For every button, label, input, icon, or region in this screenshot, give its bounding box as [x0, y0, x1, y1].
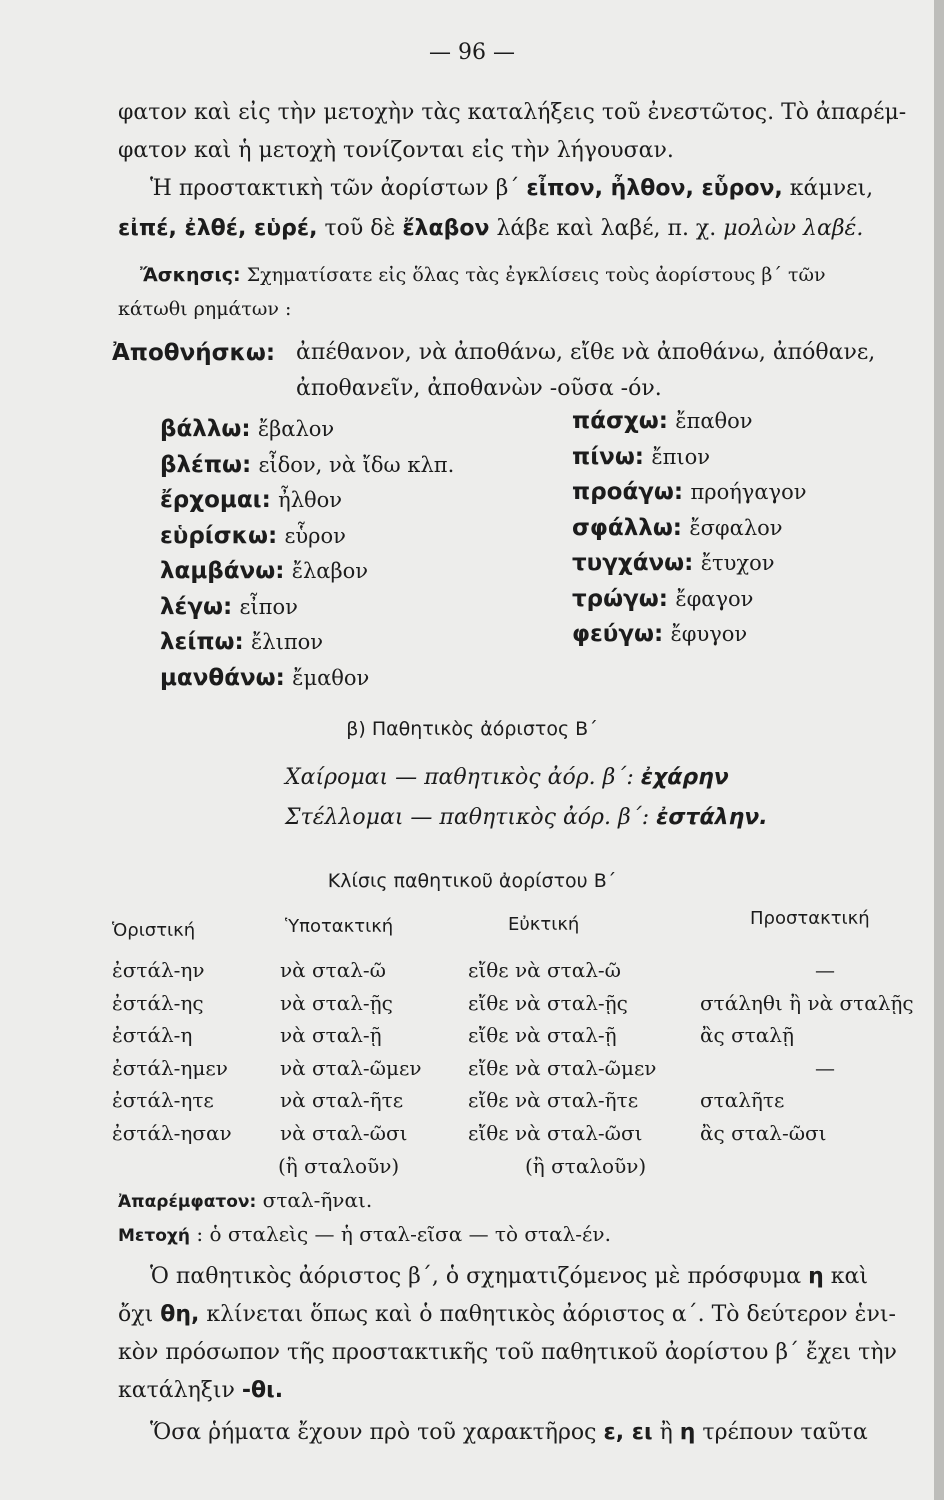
example-verb-line-1	[112, 340, 275, 366]
verb-entry	[160, 452, 454, 478]
closing-2-text: κλίνεται ὅπως καὶ ὁ παθητικὸς ἀόριστος α΄. Τὸ δεύτερον ἑνι-	[199, 1302, 896, 1327]
verb-entry	[572, 621, 747, 647]
exercise-line-2: κάτωθι ρημάτων :	[118, 298, 292, 320]
verb-aorist: ἔμαθον	[292, 665, 370, 690]
verb-lemma: ἔρχομαι:	[160, 487, 271, 513]
verb-lemma: σφάλλω:	[572, 514, 683, 541]
verb-aorist: προήγαγον	[690, 480, 807, 504]
intro-line-4	[118, 216, 863, 241]
verb-lemma: εὑρίσκω:	[160, 522, 278, 549]
verb-lemma: λέγω:	[160, 593, 233, 620]
verb-aorist: ἔβαλον	[257, 417, 335, 441]
infinitive-label: Ἀπαρέμφατον:	[118, 1192, 257, 1212]
closing-2-thi: θη,	[160, 1302, 200, 1327]
verb-entry	[160, 523, 346, 549]
infinitive-line	[118, 1188, 372, 1212]
example-verb: Ἀποθνήσκω:	[112, 340, 276, 366]
molon-lave-italic: μολὼν λαβέ.	[723, 216, 864, 241]
imperative-cell: στάληθι ἢ νὰ σταλῇς	[700, 990, 914, 1015]
subjunctive-cell: νὰ σταλ-ῶμεν	[280, 1055, 422, 1080]
verb-entry	[572, 408, 753, 434]
verb-aorist: ἔσφαλον	[689, 515, 783, 540]
verb-aorist: ἔλαβον	[291, 559, 369, 583]
verb-aorist: ἦλθον	[278, 488, 343, 512]
closing-line-2	[118, 1302, 896, 1327]
indicative-cell: ἐστάλ-ησαν	[112, 1120, 232, 1145]
indicative-cell: ἐστάλ-ημεν	[112, 1055, 228, 1080]
verb-lemma: φεύγω:	[572, 621, 664, 647]
page-edge-shadow	[934, 0, 944, 1500]
verb-entry	[572, 444, 710, 470]
elavon-bold: ἔλαβον	[402, 216, 490, 241]
intro-line-3-text: Ἡ προστακτικὴ τῶν ἀορίστων β΄	[150, 176, 527, 201]
example-forms-1: ἀπέθανον, νὰ ἀποθάνω, εἴθε νὰ ἀποθάνω, ἀπόθανε,	[296, 340, 876, 365]
exercise-text-1: Σχηματίσατε εἰς ὅλας τὰς ἐγκλίσεις τοὺς ἀορίστους β΄ τῶν	[240, 264, 826, 286]
optative-cell: εἴθε νὰ σταλ-ῇς	[468, 990, 628, 1015]
page-number: — 96 —	[429, 40, 515, 65]
intro-line-4-mid: λάβε καὶ λαβέ, π. χ.	[489, 216, 724, 241]
example-2-text: Στέλλομαι — παθητικὸς ἀόρ. β΄:	[285, 805, 657, 830]
optative-cell: εἴθε νὰ σταλ-ῆτε	[468, 1088, 639, 1112]
imperative-cell: σταλῆτε	[700, 1088, 785, 1112]
closing-2-start: ὄχι	[118, 1302, 161, 1327]
closing-4-ending: -θι.	[241, 1378, 284, 1403]
intro-line-3	[150, 176, 873, 201]
subjunctive-cell: νὰ σταλ-ῆτε	[280, 1088, 404, 1112]
indicative-cell: ἐστάλ-ης	[112, 990, 204, 1015]
verb-entry	[572, 479, 807, 505]
closing-line-4	[118, 1378, 283, 1403]
closing-5-end: τρέπουν ταῦτα	[695, 1420, 868, 1445]
optative-cell: εἴθε νὰ σταλ-ῶμεν	[468, 1055, 657, 1080]
header-imperative: Προστακτική	[750, 908, 870, 929]
alt-optative: (ἢ σταλοῦν)	[525, 1154, 647, 1178]
imperative-cell: ἂς σταλ-ῶσι	[700, 1120, 827, 1145]
closing-line-3: κὸν πρόσωπον τῆς προστακτικῆς τοῦ παθητικοῦ ἀορίστου β΄ ἔχει τὴν	[118, 1340, 897, 1365]
optative-cell: εἴθε νὰ σταλ-ῶσι	[468, 1120, 643, 1145]
subjunctive-cell: νὰ σταλ-ῶσι	[280, 1120, 408, 1145]
verb-aorist: ἔφυγον	[670, 622, 748, 646]
exercise-line-1	[140, 264, 826, 286]
header-indicative: Ὁριστική	[112, 920, 196, 941]
header-optative: Εὐκτική	[508, 914, 580, 935]
example-2-form: ἐστάλην.	[656, 805, 768, 830]
imperative-cell: —	[815, 1055, 835, 1080]
section-b-heading: β) Παθητικὸς ἀόριστος Β΄	[346, 718, 598, 740]
verb-entry	[160, 594, 298, 620]
subjunctive-cell: νὰ σταλ-ῇς	[280, 990, 393, 1015]
closing-line-5	[150, 1420, 868, 1445]
verb-aorist: εἶδον, νὰ ἴδω κλπ.	[258, 452, 455, 477]
verb-lemma: προάγω:	[572, 479, 684, 505]
imperative-cell: —	[815, 958, 835, 982]
verb-lemma: λείπω:	[160, 629, 244, 655]
indicative-cell: ἐστάλ-ητε	[112, 1088, 214, 1112]
verb-entry	[572, 550, 774, 576]
closing-1-eta: η	[808, 1264, 824, 1289]
verb-aorist: ἔπαθον	[675, 409, 753, 433]
verb-entry	[160, 487, 342, 513]
optative-cell: εἴθε νὰ σταλ-ῇ	[468, 1023, 617, 1047]
verb-aorist: εὗρον	[284, 523, 346, 548]
verb-entry	[160, 416, 334, 442]
closing-1-text: Ὁ παθητικὸς ἀόριστος β΄, ὁ σχηματιζόμενος μὲ πρόσφυμα	[150, 1264, 809, 1289]
verb-entry	[160, 629, 323, 655]
participle-line	[118, 1222, 611, 1246]
closing-4-text: κατάληξιν	[118, 1378, 242, 1403]
closing-5-or: ἢ	[652, 1420, 680, 1445]
participle-label: Μετοχή	[118, 1226, 190, 1246]
section-b-example-2	[285, 805, 768, 830]
participle-form: : ὁ σταλεὶς — ἡ σταλ-εῖσα — τὸ σταλ-έν.	[189, 1222, 611, 1246]
example-1-text: Χαίρομαι — παθητικὸς ἀόρ. β΄:	[285, 765, 641, 790]
indicative-cell: ἐστάλ-η	[112, 1023, 193, 1047]
verb-entry	[160, 558, 368, 584]
infinitive-form: σταλ-ῆναι.	[256, 1188, 373, 1212]
verb-entry	[572, 515, 783, 541]
optative-cell: εἴθε νὰ σταλ-ῶ	[468, 958, 621, 982]
verb-lemma: μανθάνω:	[160, 664, 285, 691]
intro-line-2: φατον καὶ ἡ μετοχὴ τονίζονται εἰς τὴν λήγουσαν.	[118, 138, 674, 163]
verb-lemma: βλέπω:	[160, 451, 252, 478]
alt-subjunctive: (ἢ σταλοῦν)	[278, 1154, 400, 1178]
imperative-cell: ἂς σταλῇ	[700, 1023, 794, 1047]
verb-aorist: ἔτυχον	[700, 551, 775, 575]
subjunctive-cell: νὰ σταλ-ῶ	[280, 958, 386, 982]
indicative-cell: ἐστάλ-ην	[112, 958, 205, 982]
subjunctive-cell: νὰ σταλ-ῇ	[280, 1023, 382, 1047]
section-b-example-1	[285, 765, 729, 790]
verb-lemma: βάλλω:	[160, 416, 251, 442]
header-subjunctive: Ὑποτακτική	[285, 916, 394, 937]
verb-aorist: ἔφαγον	[675, 586, 754, 611]
closing-line-1	[150, 1264, 868, 1289]
verb-aorist: ἔπιον	[651, 444, 711, 469]
aorist-forms-bold: εἶπον, ἦλθον, εὗρον,	[526, 176, 783, 201]
intro-line-3-end: κάμνει,	[782, 176, 874, 201]
closing-5-text: Ὅσα ῥήματα ἔχουν πρὸ τοῦ χαρακτῆρος	[150, 1420, 604, 1445]
table-title: Κλίσις παθητικοῦ ἀορίστου Β΄	[327, 870, 617, 892]
verb-aorist: εἶπον	[239, 594, 298, 619]
closing-5-eta: η	[679, 1420, 696, 1445]
example-forms-2: ἀποθανεῖν, ἀποθανὼν -οῦσα -όν.	[296, 376, 662, 401]
exercise-label: Ἄσκησις:	[140, 264, 241, 286]
example-1-form: ἐχάρην	[640, 765, 729, 790]
closing-1-end: καὶ	[823, 1264, 868, 1289]
verb-lemma: τρώγω:	[572, 585, 668, 612]
intro-line-1: φατον καὶ εἰς τὴν μετοχὴν τὰς καταλήξεις τοῦ ἐνεστῶτος. Τὸ ἀπαρέμ-	[118, 100, 907, 125]
verb-lemma: τυγχάνω:	[572, 550, 694, 576]
verb-lemma: πάσχω:	[572, 408, 668, 434]
verb-entry	[572, 586, 753, 612]
verb-lemma: λαμβάνω:	[160, 558, 285, 584]
intro-line-4-text: τοῦ δὲ	[317, 216, 403, 241]
verb-aorist: ἔλιπον	[251, 630, 324, 654]
closing-5-e-ei: ε, ει	[603, 1420, 653, 1445]
verb-lemma: πίνω:	[572, 443, 645, 470]
verb-entry	[160, 665, 369, 691]
imperative-forms-bold: εἰπέ, ἐλθέ, εὑρέ,	[118, 216, 318, 241]
